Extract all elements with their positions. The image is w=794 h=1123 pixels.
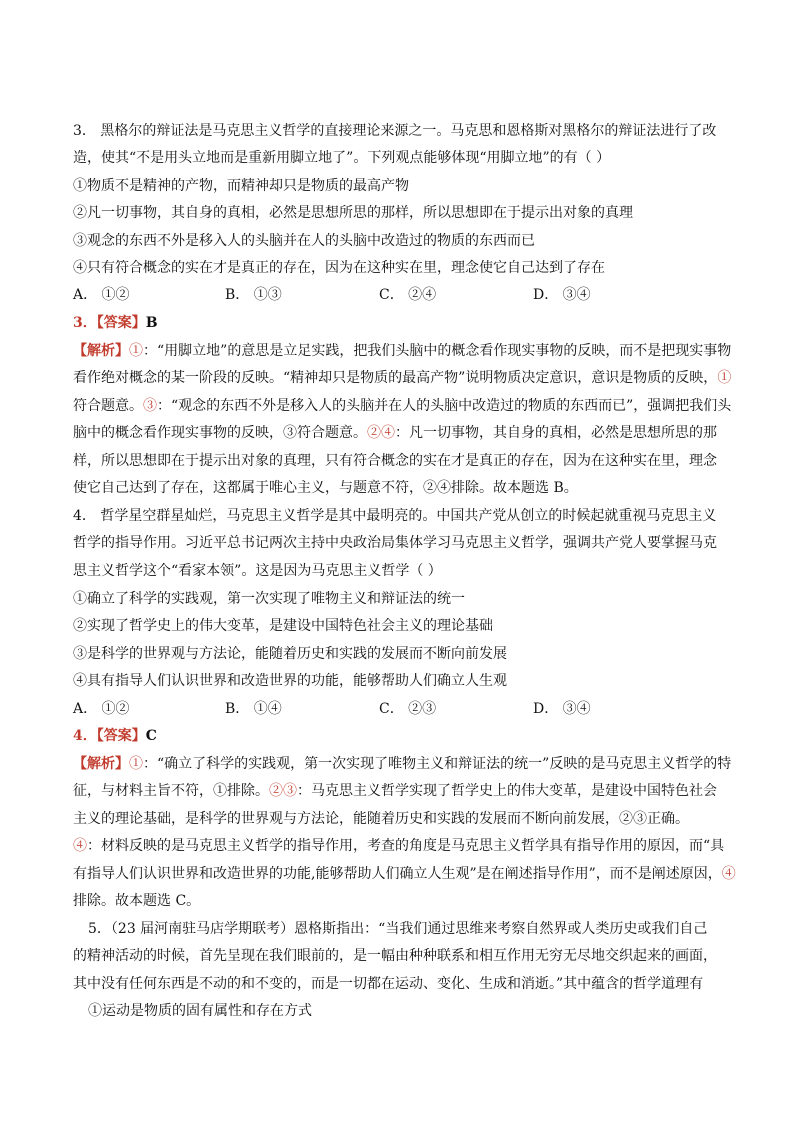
q3-a1-rest: ：“用脚立地”的意思是立足实践，把我们头脑中的概念看作现实事物的反映，而不是把现实事物: [143, 343, 732, 359]
q4-stem-line1: 4． 哲学星空群星灿烂，马克思主义哲学是其中最明亮的。中国共产党从创立的时候起就重视马克思主义: [73, 508, 717, 524]
q4-analysis-line3: 主义的理论基础，是科学的世界观与方法论，能随着历史和实践的发展而不断向前发展，②③正确。: [73, 811, 689, 827]
q4-option-c: C． ②③: [379, 701, 437, 717]
q4-a2-pre: 征，与材料主旨不符，①排除。: [73, 783, 269, 799]
q3-analysis-line1: [73, 341, 734, 361]
q4-a5-text: 有指导人们认识世界和改造世界的功能,能够帮助人们确立人生观”是在阐述指导作用”，而不是阐述原因，: [73, 866, 722, 882]
q3-answer-label: 3．【答案】: [73, 315, 146, 331]
q3-stem-line2: 造，使其“不是用头立地而是重新用脚立地了”。下列观点能够体现“用脚立地”的有（ ）: [73, 150, 611, 166]
q3-item-1: ①物质不是精神的产物，而精神却只是物质的最高产物: [73, 178, 409, 194]
q3-answer: [73, 313, 734, 333]
q3-option-b: B． ①③: [225, 287, 282, 303]
q3-a2-text: 看作绝对概念的某一阶段的反映。“精神却只是物质的最高产物”说明物质决定意识，意识是物质的反映，: [73, 370, 718, 386]
q3-item-2: ②凡一切事物，其自身的真相，必然是思想所思的那样，所以思想即在于提示出对象的真理: [73, 205, 633, 221]
q3-answer-value: B: [145, 315, 158, 331]
q3-a4-red: ②④: [367, 425, 395, 441]
q5-item-1: ①运动是物质的固有属性和存在方式: [88, 1003, 312, 1019]
q4-option-b: B． ①④: [225, 701, 282, 717]
q5-stem-line3: 其中没有任何东西是不动的和不变的，而是一切都在运动、变化、生成和消逝。”其中蕴含的哲学道理有: [73, 976, 704, 992]
q3-a3-rest: ：“观念的东西不外是移入人的头脑并在人的头脑中改造过的物质的东西而已”，强调把我们头: [157, 398, 732, 414]
q3-item-4: ④只有符合概念的实在才是真正的存在，因为在这种实在里，理念使它自己达到了存在: [73, 260, 605, 276]
q3-a4-rest: ：凡一切事物，其自身的真相，必然是思想所思的那: [395, 425, 717, 441]
q3-option-a: A． ①②: [73, 287, 130, 303]
q4-a1-red: ①: [129, 756, 143, 772]
q3-a3-red: ③: [143, 398, 157, 414]
q4-analysis-line6: 排除。故本题选 C。: [73, 893, 201, 909]
q4-item-4: ④具有指导人们认识世界和改造世界的功能，能够帮助人们确立人生观: [73, 673, 507, 689]
q4-answer: [73, 726, 734, 746]
q3-option-d: D． ③④: [533, 287, 591, 303]
q4-analysis-line5: [73, 864, 734, 884]
q4-a2-red: ②③: [269, 783, 297, 799]
q4-analysis-label: 【解析】: [73, 756, 129, 772]
q4-a5-red: ④: [721, 866, 736, 882]
q4-a4-rest: ：材料反映的是马克思主义哲学的指导作用，考查的角度是马克思主义哲学具有指导作用的原因，而“具: [87, 838, 725, 854]
q4-analysis-line4: [73, 836, 734, 856]
q4-a2-rest: ：马克思主义哲学实现了哲学史上的伟大变革，是建设中国特色社会: [297, 783, 717, 799]
q4-option-a: A． ①②: [73, 701, 130, 717]
q4-analysis-line2: [73, 781, 734, 801]
q3-a3-pre: 符合题意。: [73, 398, 143, 414]
q3-analysis-line5: 样，所以思想即在于提示出对象的真理，只有符合概念的实在才是真正的存在，因为在这种实在里，理念: [73, 453, 717, 469]
q3-stem-line1: 3． 黑格尔的辩证法是马克思主义哲学的直接理论来源之一。马克思和恩格斯对黑格尔的辩证法进行了改: [73, 123, 717, 139]
q4-item-2: ②实现了哲学史上的伟大变革，是建设中国特色社会主义的理论基础: [73, 618, 493, 634]
q4-answer-label: 4．【答案】: [73, 728, 146, 744]
q4-analysis-line1: [73, 754, 734, 774]
q3-analysis-line2: [73, 368, 734, 388]
q4-answer-value: C: [145, 728, 157, 744]
q4-item-1: ①确立了科学的实践观，第一次实现了唯物主义和辩证法的统一: [73, 591, 465, 607]
q3-analysis-line6: 使它自己达到了存在，这都属于唯心主义，与题意不符，②④排除。故本题选 B。: [73, 480, 578, 496]
q3-analysis-label: 【解析】: [73, 343, 129, 359]
q4-a1-rest: ：“确立了科学的实践观，第一次实现了唯物主义和辩证法的统一”反映的是马克思主义哲学的特: [143, 756, 732, 772]
q4-a4-red: ④: [73, 838, 87, 854]
q5-stem-line1: 5．（23 届河南驻马店学期联考）恩格斯指出：“当我们通过思维来考察自然界或人类历史或我们自己: [88, 921, 708, 937]
q3-a1-red: ①: [129, 343, 143, 359]
q4-stem-line2: 哲学的指导作用。习近平总书记两次主持中央政治局集体学习马克思主义哲学，强调共产党人要掌握马克: [73, 535, 717, 551]
q4-stem-line3: 思主义哲学这个“看家本领”。这是因为马克思主义哲学（ ）: [73, 563, 442, 579]
q4-option-d: D． ③④: [533, 701, 591, 717]
q3-analysis-line4: [73, 423, 734, 443]
q3-analysis-line3: [73, 396, 734, 416]
q3-a2-red: ①: [717, 370, 732, 386]
q3-option-c: C． ②④: [379, 287, 437, 303]
q5-stem-line2: 的精神活动的时候，首先呈现在我们眼前的，是一幅由种种联系和相互作用无穷无尽地交织起来的画面，: [73, 948, 717, 964]
q4-item-3: ③是科学的世界观与方法论，能随着历史和实践的发展而不断向前发展: [73, 646, 507, 662]
q3-item-3: ③观念的东西不外是移入人的头脑并在人的头脑中改造过的物质的东西而已: [73, 233, 535, 249]
q3-a4-pre: 脑中的概念看作现实事物的反映，③符合题意。: [73, 425, 367, 441]
